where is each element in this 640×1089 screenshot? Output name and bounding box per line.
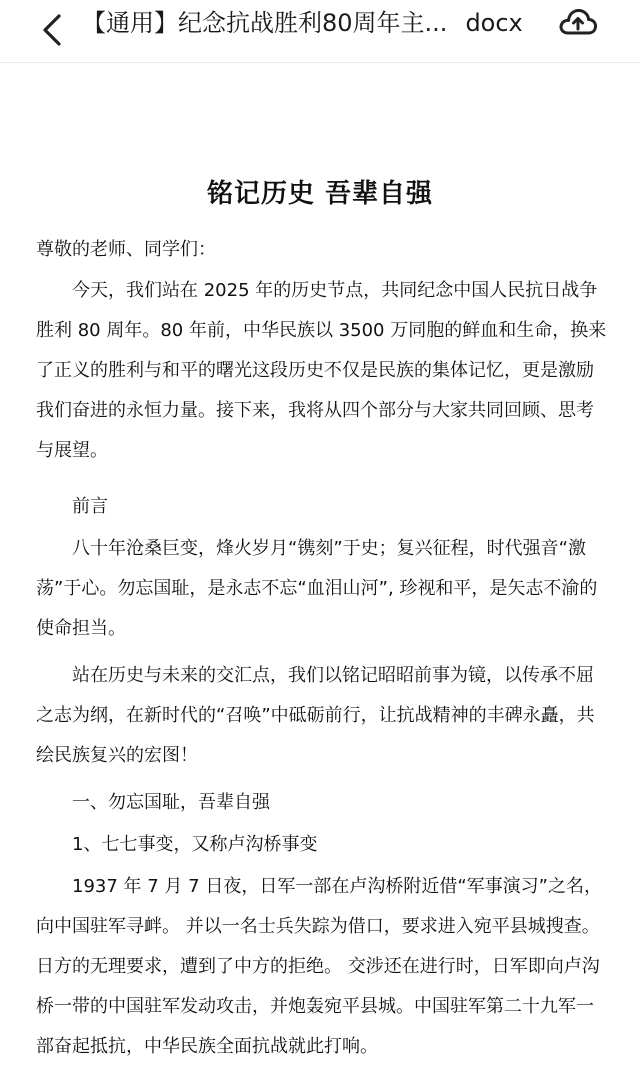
section-heading-1: 一、勿忘国耻，吾辈自强	[72, 792, 270, 813]
back-button[interactable]	[30, 8, 74, 52]
document-body[interactable]	[0, 62, 640, 1089]
page-title: 铭记历史 吾辈自强	[206, 179, 434, 209]
paragraph-intro: 今天，我们站在 2025 年的历史节点，共同纪念中国人民抗日战争胜利 80 周年。80 年前，中华民族以 3500 万同胞的鲜血和生命，换来了正义的胜利与和平的曙光这段历史不仅是民族的集体记忆，更是激励我们奋进的永恒力量。接下来，我将从四个部分与大家共同回顾、思考与展望。	[36, 280, 607, 461]
file-name: 【通用】纪念抗战胜利80周年主...	[82, 9, 448, 37]
paragraph-preface-1: 八十年沧桑巨变，烽火岁月“镌刻”于史；复兴征程，时代强音“激荡”于心。勿忘国耻，是永志不忘“血泪山河”, 珍视和平，是矢志不渝的使命担当。	[36, 538, 598, 639]
section-heading-preface: 前言	[72, 496, 108, 517]
paragraph-july-7: 1937 年 7 月 7 日夜，日军一部在卢沟桥附近借“军事演习”之名，向中国驻军寻衅。 并以一名士兵失踪为借口，要求进入宛平县城搜查。 日方的无理要求，遭到了中方的拒绝。 交涉还在进行时，日军即向卢沟桥一带的中国驻军发动攻击，并炮轰宛平县城。中国驻军第二十九军一部奋起抵抗，中华民族全面抗战就此打响。	[36, 876, 602, 1057]
paragraph-preface-2: 站在历史与未来的交汇点，我们以铭记昭昭前事为镜，以传承不屈之志为纲，在新时代的“召唤”中砥砺前行，让抗战精神的丰碑永矗，共绘民族复兴的宏图！	[36, 665, 595, 766]
top-bar	[0, 0, 640, 63]
cloud-upload-icon	[558, 6, 598, 38]
document-title-bar	[82, 6, 542, 40]
file-extension: docx	[465, 9, 523, 37]
chevron-left-icon	[39, 13, 65, 47]
salutation: 尊敬的老师、同学们：	[36, 239, 216, 260]
subsection-heading-1-1: 1、七七事变，又称卢沟桥事变	[72, 834, 318, 855]
cloud-upload-button[interactable]	[556, 4, 600, 40]
